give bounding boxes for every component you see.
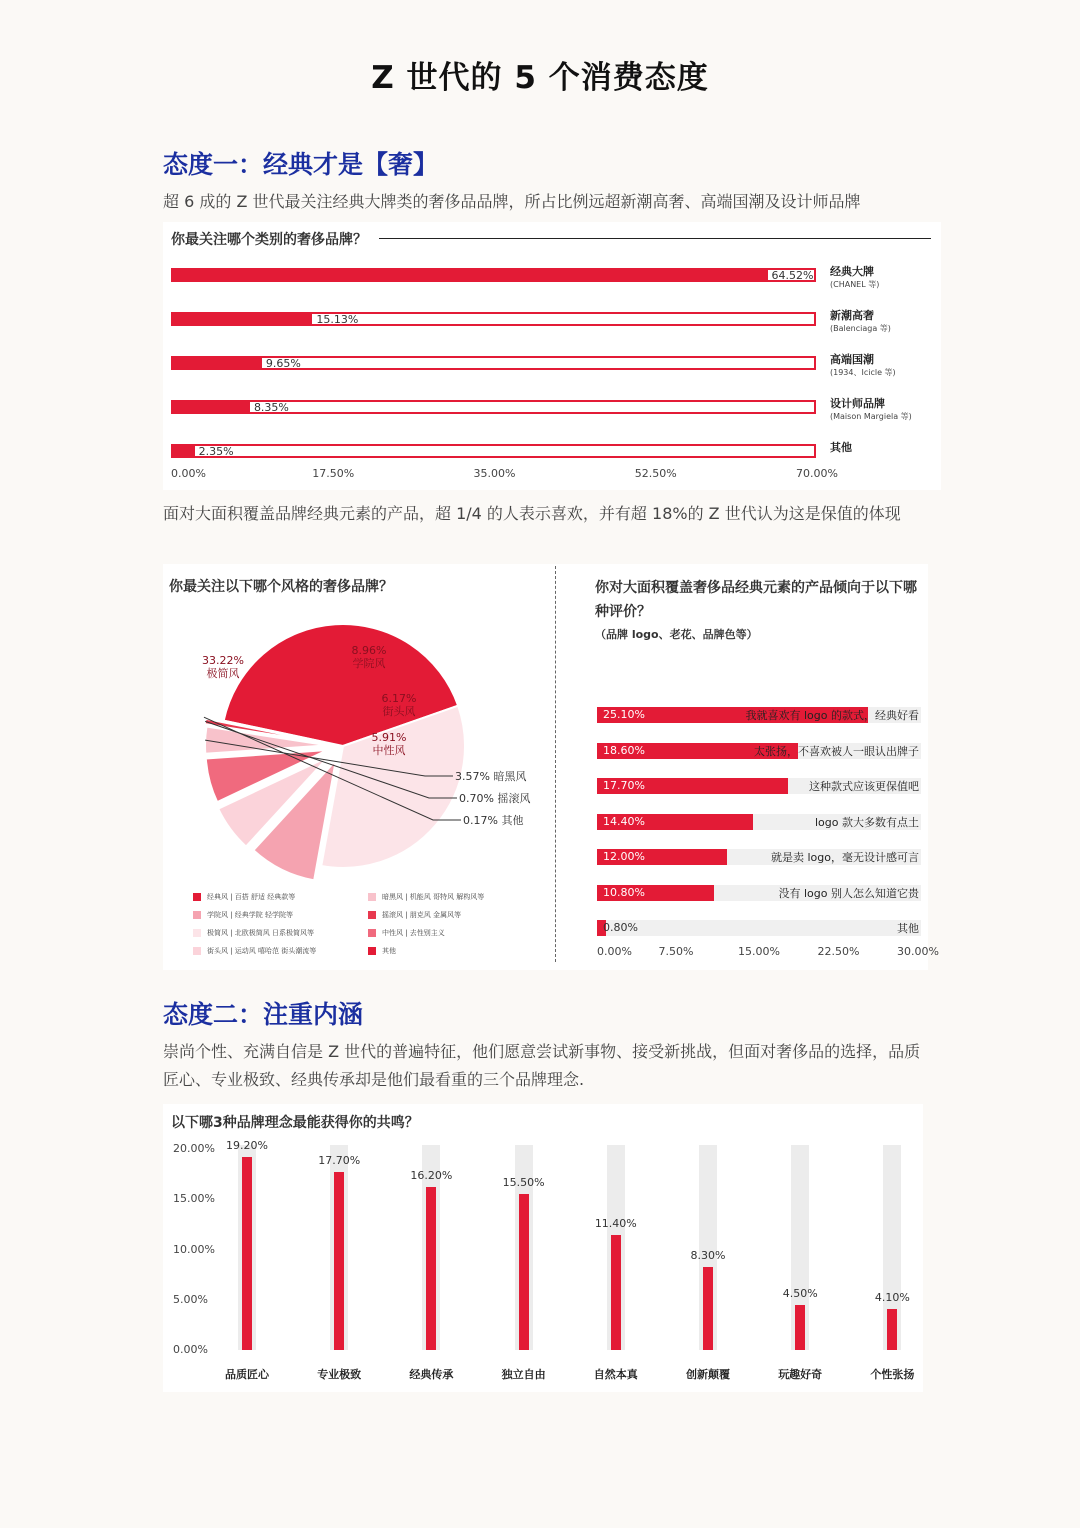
- category-sublabel: (Balenciaga 等): [830, 324, 891, 333]
- bar-track: [597, 920, 921, 936]
- section2-heading: 态度二：注重内涵: [163, 1000, 364, 1029]
- bar-value-label: 17.70%: [318, 1154, 361, 1168]
- bar: [795, 1305, 805, 1350]
- bar: [426, 1187, 436, 1350]
- slice-name-label: 极简风: [206, 667, 240, 680]
- bar: [334, 1172, 344, 1350]
- x-tick-label: 0.00%: [597, 945, 632, 958]
- x-tick-label: 70.00%: [796, 467, 838, 480]
- section1-para1: 超 6 成的 Z 世代最关注经典大牌类的奢侈品品牌，所占比例远超新潮高奢、高端国潮及设计师品牌: [163, 192, 861, 211]
- bar: [519, 1194, 529, 1350]
- slice-leader-label: 0.70% 摇滚风: [459, 792, 531, 805]
- legend-label: 学院风 | 经典学院 轻学院等: [207, 911, 294, 919]
- category-label: 玩趣好奇: [778, 1368, 823, 1381]
- bar-value-label: 19.20%: [226, 1139, 268, 1153]
- section1-para2: 面对大面积覆盖品牌经典元素的产品，超 1/4 的人表示喜欢，并有超 18%的 Z 世代认为这是保值的体现: [163, 504, 901, 523]
- chart4-panel: [163, 1104, 923, 1392]
- chart3-plot: [163, 564, 939, 970]
- bar-value-label: 4.50%: [782, 1286, 818, 1300]
- chart4-title: 以下哪3种品牌理念最能获得你的共鸣？: [171, 1115, 419, 1131]
- legend-label: 街头风 | 运动风 嘻哈范 街头潮流等: [207, 947, 317, 955]
- bar-value-label: 25.10%: [603, 708, 645, 721]
- y-tick-label: 0.00%: [173, 1343, 208, 1356]
- bar-value-label: 10.80%: [603, 885, 645, 899]
- bar: [173, 446, 195, 456]
- bar-value-label: 11.40%: [594, 1217, 637, 1231]
- category-label: 设计师品牌 (Maison Margiela 等): [830, 397, 912, 421]
- chart4-plot: [163, 1104, 923, 1392]
- y-tick-label: 15.00%: [173, 1192, 215, 1206]
- slice-value-label: 8.96%: [351, 644, 387, 657]
- slice-value-label: 5.91%: [371, 731, 407, 744]
- bar-value-label: 18.60%: [603, 743, 645, 757]
- category-label: 经典传承: [409, 1368, 454, 1381]
- x-tick-label: 30.00%: [897, 945, 939, 958]
- category-sublabel: (CHANEL 等): [830, 280, 880, 289]
- category-label: logo 款大多数有点土: [815, 815, 919, 829]
- slice-leader-label: 3.57% 暗黑风: [455, 770, 527, 783]
- chart23-panel: [163, 564, 939, 970]
- category-label: 高端国潮 (1934、Icicle 等): [830, 353, 896, 377]
- bar: [611, 1235, 621, 1350]
- bar: [173, 270, 768, 280]
- category-label: 就是卖 logo，毫无设计感可言: [771, 851, 919, 864]
- legend-label: 中性风 | 去性别主义: [382, 929, 445, 937]
- bar-track: [171, 444, 816, 458]
- slice-name-label: 街头风: [382, 705, 416, 718]
- category-label: 经典大牌 (CHANEL 等): [830, 265, 880, 289]
- category-label: 太张扬，不喜欢被人一眼认出牌子: [754, 744, 919, 758]
- bar-value-label: 16.20%: [410, 1169, 453, 1183]
- y-tick-label: 5.00%: [173, 1292, 208, 1306]
- x-tick-label: 22.50%: [817, 945, 860, 958]
- bar-value-label: 14.40%: [603, 814, 645, 828]
- chart1-panel: [163, 222, 941, 490]
- chart3-subtitle: （品牌 logo、老花、品牌色等）: [595, 628, 758, 641]
- section2-para1: 崇尚个性、充满自信是 Z 世代的普遍特征，他们愿意尝试新事物、接受新挑战，但面对奢侈品的选择，品质匠心、专业极致、经典传承却是他们最看重的三个品牌理念.: [163, 1042, 921, 1089]
- bar-track: [597, 778, 921, 794]
- bar-track: [597, 707, 921, 723]
- chart3-title: 你对大面积覆盖奢侈品经典元素的产品倾向于以下哪种评价？: [595, 580, 917, 620]
- bar: [173, 402, 250, 412]
- bar-track: [171, 268, 816, 282]
- bar-value-label: 9.65%: [265, 357, 301, 370]
- bar: [242, 1157, 252, 1350]
- slice-leader-label: 0.17% 其他: [463, 814, 524, 827]
- category-label: 我就喜欢有 logo 的款式，经典好看: [745, 709, 919, 722]
- slice-name-label: 中性风: [372, 744, 406, 757]
- category-label: 没有 logo 别人怎么知道它贵: [778, 886, 919, 900]
- x-tick-label: 7.50%: [658, 945, 694, 958]
- category-label: 专业极致: [317, 1368, 362, 1381]
- bar-track: [171, 312, 816, 326]
- category-label: 其他: [830, 441, 852, 454]
- legend-label: 其他: [382, 947, 396, 955]
- slice-name-label: 学院风: [352, 657, 386, 670]
- bar-value-label: 4.10%: [874, 1290, 910, 1304]
- category-label: 新潮高奢 (Balenciaga 等): [830, 309, 891, 333]
- category-label: 品质匠心: [225, 1368, 269, 1381]
- bar-track: [597, 885, 921, 901]
- bar-value-label: 0.80%: [603, 921, 638, 934]
- bar-value-label: 8.35%: [253, 401, 289, 414]
- bar: [173, 314, 312, 324]
- bar-track: [597, 814, 921, 830]
- bar-value-label: 2.35%: [198, 445, 234, 458]
- section1-heading: 态度一：经典才是【奢】: [163, 150, 439, 179]
- page-title: Z 世代的 5 个消费态度: [371, 60, 709, 96]
- category-label: 独立自由: [501, 1368, 546, 1381]
- bar: [173, 358, 262, 368]
- bar-value-label: 15.13%: [316, 313, 359, 326]
- category-label: 创新颠覆: [686, 1368, 730, 1381]
- bar-track: [597, 743, 921, 759]
- slice-value-label: 6.17%: [381, 692, 417, 705]
- y-tick-label: 10.00%: [173, 1242, 215, 1256]
- legend-label: 摇滚风 | 朋克风 金属风等: [382, 911, 462, 919]
- x-tick-label: 35.00%: [473, 467, 516, 480]
- category-sublabel: (1934、Icicle 等): [830, 368, 896, 377]
- category-label: 个性张扬: [870, 1368, 915, 1381]
- bar-track: [597, 849, 921, 865]
- legend-label: 极简风 | 北欧极简风 日系极简风等: [207, 929, 315, 937]
- bar-value-label: 17.70%: [603, 779, 645, 792]
- x-tick-label: 17.50%: [312, 467, 355, 480]
- chart2-title: 你最关注以下哪个风格的奢侈品牌？: [169, 579, 393, 595]
- x-tick-label: 52.50%: [634, 467, 677, 480]
- category-label: 这种款式应该更保值吧: [809, 780, 919, 793]
- bar-value-label: 15.50%: [502, 1176, 545, 1190]
- bar-value-label: 64.52%: [771, 269, 814, 282]
- slice-value-label: 33.22%: [202, 654, 244, 667]
- bar-value-label: 12.00%: [603, 850, 645, 863]
- chart1-title: 你最关注哪个类别的奢侈品牌？: [171, 232, 367, 248]
- bar-track: [171, 400, 816, 414]
- bar: [703, 1267, 713, 1350]
- category-label: 其他: [897, 922, 919, 935]
- bar: [887, 1309, 897, 1350]
- chart1-plot: [163, 222, 941, 490]
- y-tick-label: 20.00%: [173, 1142, 215, 1155]
- bar-track: [171, 356, 816, 370]
- legend-label: 暗黑风 | 机能风 哥特风 解构风等: [382, 893, 485, 901]
- category-sublabel: (Maison Margiela 等): [830, 412, 912, 421]
- x-tick-label: 0.00%: [171, 467, 206, 480]
- bar-value-label: 8.30%: [690, 1248, 726, 1262]
- x-tick-label: 15.00%: [738, 945, 780, 958]
- legend-label: 经典风 | 百搭 舒适 经典款等: [207, 893, 296, 901]
- category-label: 自然本真: [593, 1368, 638, 1381]
